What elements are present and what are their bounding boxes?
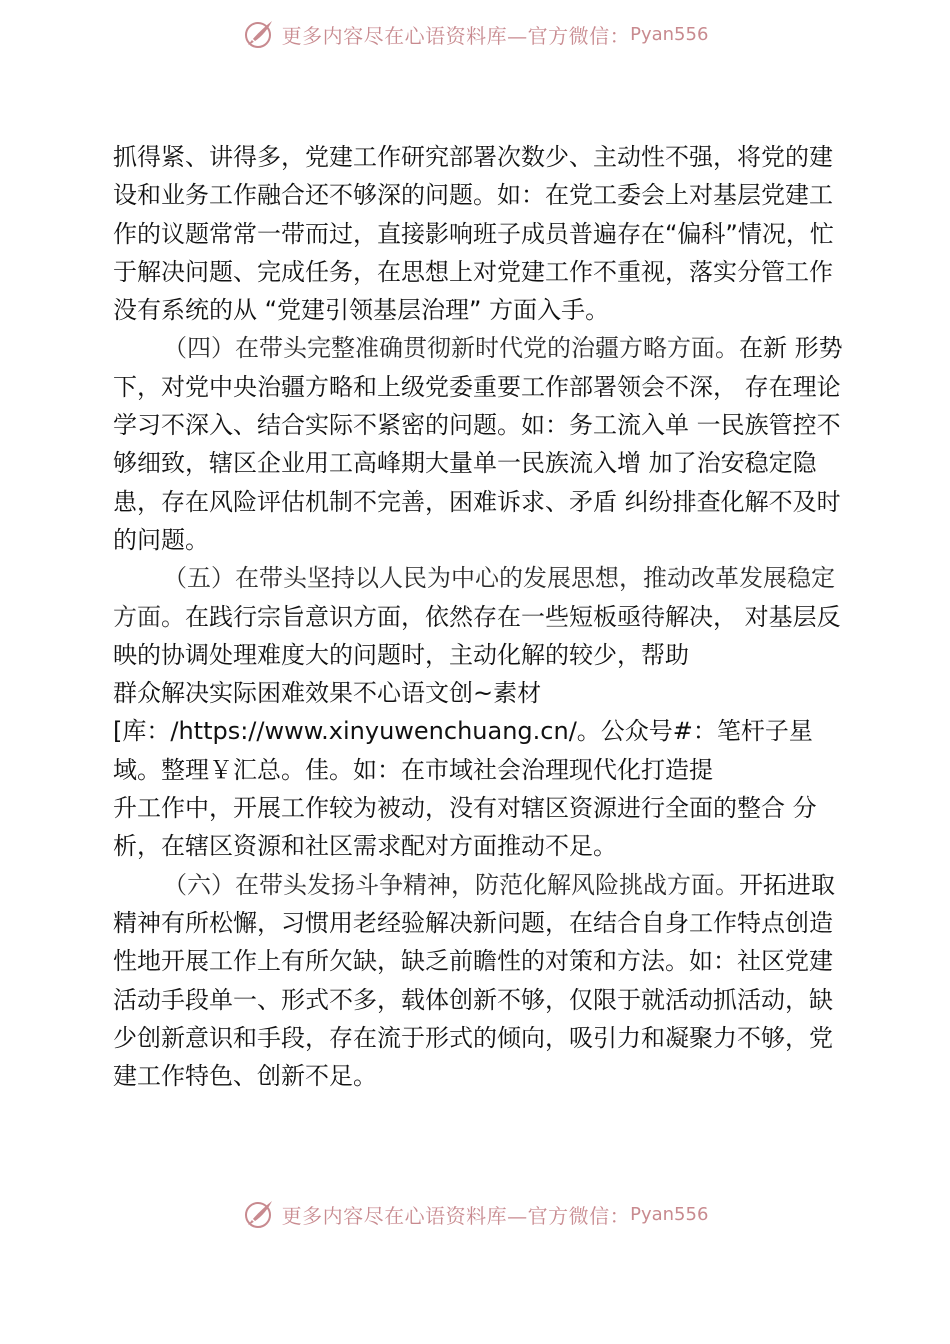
section-heading-5: （五）在带头坚持以人民为中心的发展思想，推动改革发展稳定方面。	[113, 564, 835, 631]
header-banner-text: 更多内容尽在心语资料库—官方微信：	[281, 23, 631, 48]
footer-banner-text: 更多内容尽在心语资料库—官方微信：	[281, 1203, 631, 1228]
section-text-4: 在新 形势下，对党中央治疆方略和上级党委重要工作部署领会不深， 存在理论学习不深入、结合实际不紧密的问题。如：务工流入单 一民族管控不够细致，辖区企业用工高峰期大量单一民族流入增 加了治安稳定隐患，存在风险评估机制不完善，困难诉求、矛盾 纠纷排查化解不及时的问题。	[113, 334, 843, 554]
section-heading-6: （六）在带头发扬斗争精神，防范化解风险挑战方面。	[163, 870, 739, 899]
footer-banner	[0, 1194, 950, 1234]
section-text-6: 开拓进取精神有所松懈，习惯用老经验解决新问题，在结合自身工作特点创造性地开展工作上有所欠缺，缺乏前瞻性的对策和方法。如：社区党建活动手段单一、形式不多，载体创新不够，仅限于就活动抓活动，缺少创新意识和手段，存在流于形式的倾向，吸引力和凝聚力不够，党建工作特色、创新不足。	[113, 870, 835, 1091]
header-banner-wechat-id: Pyan556	[630, 23, 709, 45]
paragraph-1: 抓得紧、讲得多，党建工作研究部署次数少、主动性不强，将党的建设和业务工作融合还不够深的问题。如：在党工委会上对基层党建工作的议题常常一带而过，直接影响班子成员普遍存在“偏科”情况，忙于解决问题、完成任务，在思想上对党建工作不重视，落实分管工作没有系统的从 “党建引领基层治理” 方面入手。	[113, 143, 834, 325]
paragraph-3	[113, 559, 853, 674]
paragraph-2	[113, 329, 853, 559]
paragraph-3-continued: 群众解决实际困难效果不心语文创~素材[库：/https://www.xinyuwenchuang.cn/。公众号#：笔杆子星域。整理￥汇总。佳。如：在市域社会治理现代化打造提	[113, 679, 813, 784]
footer-banner-wechat-id: Pyan556	[630, 1203, 709, 1225]
paragraph-3-end: 升工作中，开展工作较为被动，没有对辖区资源进行全面的整合 分析，在辖区资源和社区需求配对方面推动不足。	[113, 794, 817, 861]
header-banner	[0, 14, 950, 54]
quill-logo-icon	[242, 17, 276, 51]
quill-logo-icon	[242, 1197, 276, 1231]
paragraph-4	[113, 866, 853, 1096]
document-body	[113, 138, 853, 1095]
section-text-5: 在践行宗旨意识方面，依然存在一些短板亟待解决， 对基层反映的协调处理难度大的问题时，主动化解的较少，帮助	[113, 602, 841, 669]
section-heading-4: （四）在带头完整准确贯彻新时代党的治疆方略方面。	[163, 334, 739, 363]
